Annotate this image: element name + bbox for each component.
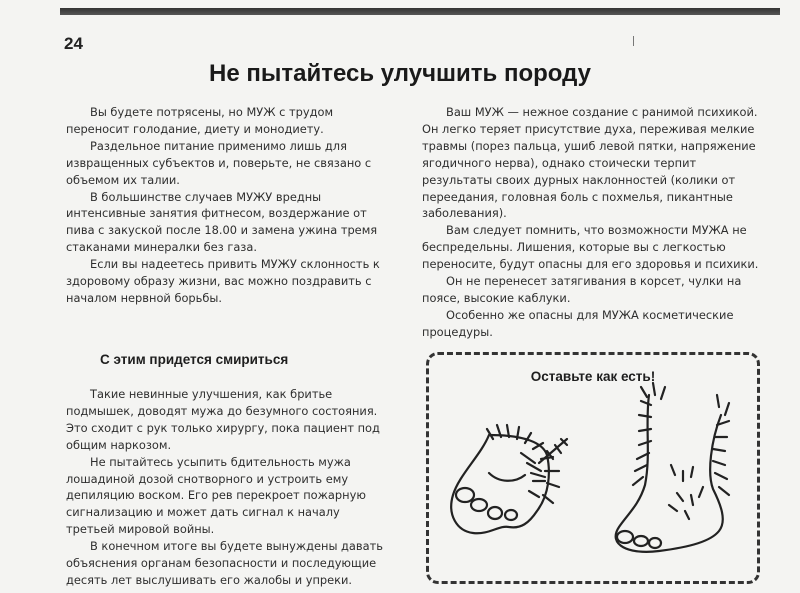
paragraph: Такие невинные улучшения, как бритье подмышек, доводят мужа до безумного состояния. Это сходит с рук только хирургу, пока пациент под общим наркозом.: [66, 387, 380, 452]
paragraph: Ваш МУЖ — нежное создание с ранимой психикой. Он легко теряет присутствие духа, переживая мелкие травмы (порез пальца, ушиб левой пятки, напряжение ягодичного нерва), однако стоически терпит результаты своих дурных наклонностей (колики от переедания, головная боль с похмелья, пикантные заболевания).: [422, 105, 758, 221]
callout-title: Оставьте как есть!: [530, 369, 656, 384]
paragraph: Особенно же опасны для МУЖА косметические процедуры.: [422, 307, 734, 339]
page-title: Не пытайтесь улучшить породу: [209, 60, 591, 87]
page-number: 24: [64, 34, 83, 53]
paragraph: Раздельное питание применимо лишь для извращенных субъектов и, поверьте, не связано с объемом их талии.: [66, 138, 372, 187]
top-rule: [60, 8, 780, 15]
section-body: [66, 386, 390, 589]
paragraph: Он не перенесет затягивания в корсет, чулки на поясе, высокие каблуки.: [422, 274, 742, 305]
paragraph: Вам следует помнить, что возможности МУЖА не беспредельны. Лишения, которые вы с легкостью переносите, будут опасны для его здоровья и психики.: [422, 223, 759, 272]
paragraph: Если вы надеетесь привить МУЖУ склонность к здоровому образу жизни, вас можно поздравить с началом нервной борьбы.: [66, 257, 380, 305]
section-heading: С этим придется смириться: [100, 352, 289, 367]
callout-box: [426, 352, 760, 584]
paragraph: Не пытайтесь усыпить бдительность мужа лошадиной дозой снотворного и устроить ему депиляцию воском. Его рев перекроет пожарную сигнализацию и может дать сигнал к началу третьей мировой войны.: [66, 454, 366, 537]
paragraph: В конечном итоге вы будете вынуждены давать объяснения органам безопасности и последующие десять лет выслушивать его жалобы и упреки.: [66, 539, 383, 587]
margin-mark: [633, 36, 634, 46]
right-column: [422, 104, 766, 341]
left-column: [66, 104, 386, 307]
hairy-feet-icon: [429, 355, 757, 581]
paragraph: В большинстве случаев МУЖУ вредны интенсивные занятия фитнесом, воздержание от пива с закуской после 18.00 и замена ужина тремя стаканами минералки без газа.: [66, 189, 378, 255]
paragraph: Вы будете потрясены, но МУЖ с трудом переносит голодание, диету и монодиету.: [66, 105, 334, 136]
